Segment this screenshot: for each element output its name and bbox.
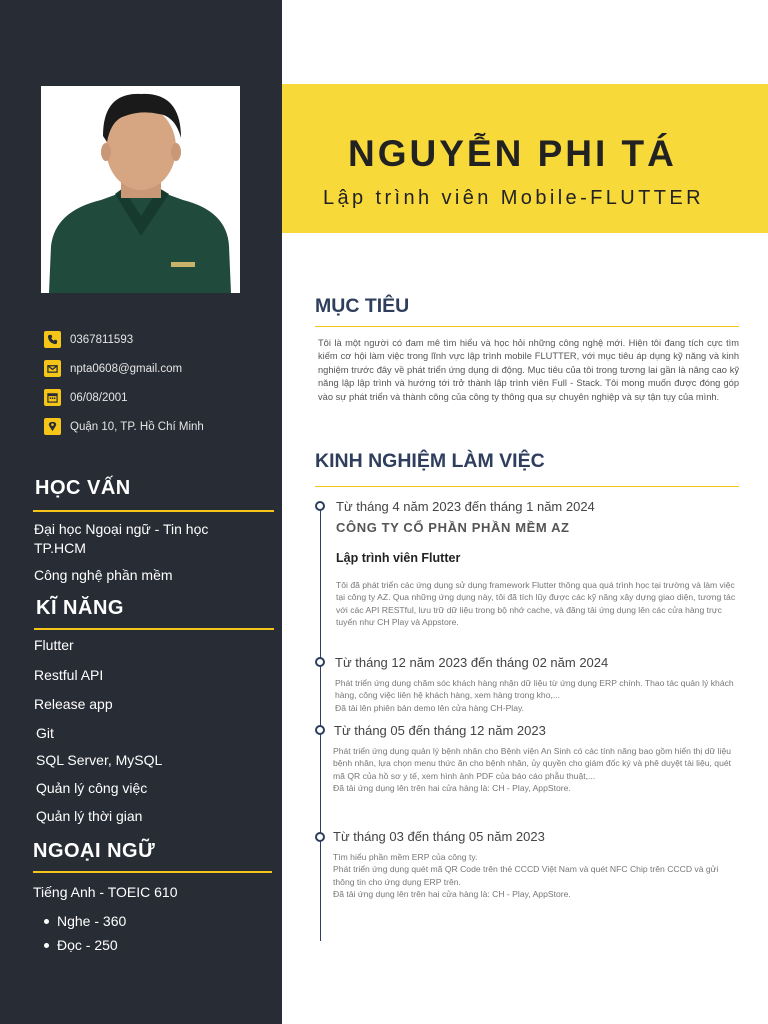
contact-email <box>44 360 182 377</box>
skill-item: Git <box>36 725 54 741</box>
job-date: Từ tháng 05 đến tháng 12 năm 2023 <box>334 723 546 738</box>
calendar-icon <box>44 389 61 406</box>
languages-title: NGOẠI NGỮ <box>33 840 156 862</box>
skill-item: SQL Server, MySQL <box>36 752 163 768</box>
skills-divider <box>34 628 274 630</box>
job-date: Từ tháng 4 năm 2023 đến tháng 1 năm 2024 <box>336 499 595 514</box>
timeline-line <box>320 503 321 941</box>
contact-address <box>44 418 204 435</box>
objective-title: MỤC TIÊU <box>315 295 410 317</box>
email-text: npta0608@gmail.com <box>70 362 183 375</box>
languages-divider <box>33 871 272 873</box>
education-divider <box>33 510 274 512</box>
full-name: NGUYỄN PHI TÁ <box>348 133 677 174</box>
company-name: CÔNG TY CỔ PHẦN PHẦN MỀM AZ <box>336 520 570 535</box>
language-skill-item: Đọc - 250 <box>57 937 118 953</box>
sidebar <box>0 0 282 1024</box>
timeline-dot <box>315 501 325 511</box>
timeline-dot <box>315 657 325 667</box>
location-pin-icon <box>44 418 61 435</box>
skill-item: Quản lý thời gian <box>36 808 143 824</box>
phone-text: 0367811593 <box>70 333 134 346</box>
job-description: Tôi đã phát triển các ứng dụng sử dụng framework Flutter thông qua quá trình học tại trường và làm việc tại công ty AZ. Qua những ứng dụng này, tôi đã tích lũy được các kỹ năng xây dựng giao diện, tương tác với các API RESTful, lưu trữ dữ liệu trong bộ nhớ cache, và đăng tải ứng dụng lên các cửa hàng trực tuyến như CH Play và Appstore. <box>336 580 736 627</box>
profile-photo <box>41 86 240 293</box>
skill-item: Restful API <box>34 667 104 683</box>
person-portrait <box>41 86 240 293</box>
job-description: Phát triển ứng dụng chăm sóc khách hàng nhận dữ liệu từ ứng dụng ERP chính. Thao tác quản lý khách hàng, công việc liên hệ khách hàng, xem hàng trong kho,... Đã tải lên phiên bản demo lên cửa hàng CH-Play. <box>335 678 734 713</box>
birthday-text: 06/08/2001 <box>70 391 128 404</box>
skill-item: Release app <box>34 696 113 712</box>
contact-phone <box>44 331 133 348</box>
objective-text: Tôi là một người có đam mê tìm hiểu và học hỏi những công nghệ mới. Hiện tôi đang tích cực tìm kiếm cơ hội làm việc trong lĩnh vực lập trình mobile FLUTTER, với mục tiêu áp dụng kỹ năng và kinh nghiệm trước đây về phát triển ứng dụng di động. Mục tiêu của tôi trong tương lai gần là nâng cao kỹ năng lập lập trình và hướng tới trở thành lập trình viên Full - Stack. Tôi mong muốn được đóng góp vào sự phát triển và thành công của công ty thông qua sự chuyên nghiệp và sự tận tụy của mình. <box>318 338 739 402</box>
job-description: Phát triển ứng dụng quản lý bệnh nhân cho Bệnh viện An Sinh có các tính năng bao gồm hiển thị dữ liệu bệnh nhân, lựa chọn menu thức ăn cho bệnh nhân, ủy quyền cho giám đốc ký và phê duyệt tài liệu, quét mã QR của hồ sơ y tế, xem hình ảnh PDF của báo cáo phẫu thuật,... Đã tải ứng dụng lên trên hai cửa hàng là: CH - Play, AppStore. <box>333 746 732 793</box>
envelope-icon <box>44 360 61 377</box>
job-role: Lập trình viên Mobile-FLUTTER <box>323 187 704 209</box>
contact-birthday <box>44 389 128 406</box>
experience-divider <box>315 486 739 487</box>
job-date: Từ tháng 03 đến tháng 05 năm 2023 <box>333 829 545 844</box>
address-text: Quận 10, TP. Hồ Chí Minh <box>70 420 204 433</box>
timeline-dot <box>315 832 325 842</box>
language-skill-item: Nghe - 360 <box>57 913 127 929</box>
phone-icon <box>44 331 61 348</box>
skill-item: Flutter <box>34 637 74 653</box>
experience-title: KINH NGHIỆM LÀM VIỆC <box>315 450 545 472</box>
timeline-dot <box>315 725 325 735</box>
skills-title: KĨ NĂNG <box>36 597 124 619</box>
job-description: Tìm hiểu phần mềm ERP của công ty. Phát triển ứng dụng quét mã QR Code trên thẻ CCCD Việt Nam và quét NFC Chip trên CCCD và gửi thông tin cho ứng dụng ERP trên. Đã tải ứng dụng lên trên hai cửa hàng là: CH - Play, AppStore. <box>333 852 719 899</box>
job-position: Lập trình viên Flutter <box>336 551 461 565</box>
education-major: Công nghệ phần mềm <box>34 567 173 583</box>
skill-item: Quản lý công việc <box>36 780 148 796</box>
objective-divider <box>315 326 739 327</box>
education-school: Đại học Ngoại ngữ - Tin học TP.HCM <box>34 521 209 556</box>
education-title: HỌC VẤN <box>35 477 131 499</box>
language-main: Tiếng Anh - TOEIC 610 <box>33 884 178 900</box>
job-date: Từ tháng 12 năm 2023 đến tháng 02 năm 2024 <box>335 655 609 670</box>
